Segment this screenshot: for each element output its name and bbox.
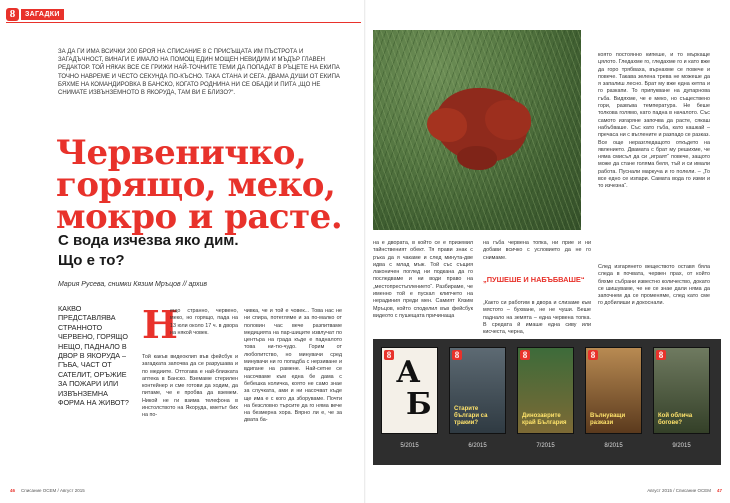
page-number: 46: [10, 488, 16, 493]
issue-cover[interactable]: [517, 347, 574, 434]
cover-teaser: Вълнуващи разкази: [590, 413, 626, 426]
page-number: 47: [716, 488, 722, 493]
cover-issue-label: 9/2015: [672, 443, 691, 449]
cover-issue-label: 5/2015: [400, 443, 419, 449]
body-column: Той какъв видеоклип във фейсбук и загадката започва да се разрушава и по медиите. Оттогава е най-близката аптека в Банско. Вземаме стерилен контейнер и сме готови да ходим, да питаме, че е пробва да вземем. Никой не ги взима телефона в инстолството на Якоруда, кметът бих на по-: [142, 354, 238, 419]
cover-issue-label: 8/2015: [604, 443, 623, 449]
gutter: [364, 0, 366, 503]
footer-right: [647, 488, 722, 494]
issue-cover[interactable]: [585, 347, 642, 434]
footer-text: Август 2015 / Списание ОСЕМ: [647, 488, 711, 493]
body-column: на е двората, в който се е приземил тайнственият обект. Тя прави знак с ръка да я чакаме и след минута-две идва с млад мъж. Той със същия лаконичен поглед ни подкана да го последваме и ни води право на „местопрестъплението“. Разбираме, че именно той е пускал клипчето на нерадиния преди мен. Самият Кязим Мръцов, който споделил във фейсбук видеото с пушещата причинаща: [373, 240, 473, 319]
cover-logo: 8: [520, 350, 530, 360]
pull-quote: КАКВО ПРЕДСТАВЛЯВА СТРАННОТО ЧЕРВЕНО, ГОРЯЩО НЕЩО, ПАДНАЛО В ДВОР В ЯКОРУДА – ГЪБА, ЧАСТ ОТ САТЕЛИТ, ОРЪЖИЕ ЗА ПОЖАРИ ИЛИ ИЗВЪНЗЕМНА ФОРМА НА ЖИВОТ?: [58, 304, 129, 408]
red-growth: [427, 108, 467, 142]
issue-cover[interactable]: [381, 347, 438, 434]
footer-left: [10, 488, 85, 494]
intro-text: ЗА ДА ГИ ИМА ВСИЧКИ 200 БРОЯ НА СПИСАНИЕ 8 С ПРИСЪЩАТА ИМ ПЪСТРОТА И ЗАГАДЪЧНОСТ, ВИНАГИ Е ИМАЛО НА ПОМОЩ ЕДИН МОЩЕН НЕВИДИМ И МЪДЪР ГЛАВЕН РЕДАКТОР. ТОЙ НЯКАК ВСЕ СЕ ГРИЖИ НАЙ-ТОЧНИТЕ ТЕМИ ДА ПОПАДАТ В РЪЦЕТЕ НА ЕКИПА ТОЧНО НАВРЕМЕ И ЧЕСТО СЕКУНДА ПО-КЪСНО. ТАКА СТАНА И СЕГА. ДВАМА ДУШИ ОТ ЕКИПА БЯХМЕ НА КОМАНДИРОВКА В БАНСКО, КОГАТО РОДНИНА НИ СЕ ОБАДИ И ПИТА „ЩО НЕ СНИМАТЕ ИЗВЪНЗЕМНОТО В ЯКОРУДА, ТАМ ВИ Е БЛИЗО?“.: [58, 49, 340, 97]
body-column: „Както си работим в двора и слизаме към мястото – бухване, не не чуши. Беше паднало на земята – една червена топка. В средата й имаше една сиву или кисчеста, черна,: [483, 300, 591, 336]
cover-logo: 8: [588, 350, 598, 360]
cover-letter: Б: [406, 387, 432, 422]
article-title: [56, 133, 356, 237]
issue-cover[interactable]: [653, 347, 710, 434]
subtitle-line: С вода изчезва яко дим.: [58, 232, 239, 249]
body-column: на гъба червена топка, ни прие и ни добави всичко с условието да не го снимаме.: [483, 240, 591, 261]
title-line: мокро и расте.: [56, 197, 343, 237]
title-line: горящо, меко,: [56, 165, 336, 205]
article-subtitle: [58, 231, 348, 271]
red-growth: [457, 146, 497, 170]
section-label: ЗАГАДКИ: [21, 9, 64, 20]
red-growth: [485, 100, 531, 140]
title-line: Червеничко,: [56, 133, 307, 173]
body-column: която постоянно кипеше, и то мъркаще цялото. Гледахме го, гледахме го и като вже да горо трябваха, върнахме се повече и повече. Такава зелена трева не можеше да я запалиш лесно. Брат му вже една кетпа и го разкапи. То припукване на дупарнова гъба. Видяхме, че е меко, но съществено гори, развъва температура. Не беше толкова голямо, като падна в началото. Със самото изгаряне започва да расте, сякаш набъбваше. Със като гъба, като кашкай – пречаса ни с въглените и разпадо се разказ. Все още неразгледащото откъдето на явлението. Двамата с брат му решихме, че няма смисъл да си „играят“ повече, защото може да стане голяма беля, тъй и си имали работа. Пуснали маркуча и го полели. – „То все едно се изпари. Самата вода го изми и то изчезна“.: [598, 52, 710, 190]
cover-issue-label: 7/2015: [536, 443, 555, 449]
body-column: След изгарянето веществото оставя бяла следа в почвата, червен прах, от който бяхме събрани известно количество, докато се шишуваме, че не се знае дали няма да започнем да се променяме, след като сме го добилиши и докоснали.: [598, 264, 710, 307]
back-issues-strip: [373, 339, 721, 465]
subtitle-line: Що е то?: [58, 252, 125, 269]
cover-teaser: Динозаврите край България: [522, 413, 567, 426]
cover-teaser: Старите българи са тракии?: [454, 406, 488, 426]
cover-teaser: Кой облича богове?: [658, 413, 693, 426]
body-column: чивка, че и той е човек... Това нас не ни спира, потегляме и за по-малко от половин час вече разпитваме медицията на пар-шиците извлучат по центъра на града къде е падналото това ни-тю-чудо. Горим от любопитство, но минувачи сред минувачи ни го попадба с нерзиване и вдигане на рамене. Най-сетне се насочваме към една бе дама с бебешка количка, която не само знае за случката, ами и ни насочват къде ще има е с кого да зборуваме. Почти на безсловно търсите да го няма вече на безмерна хора. Вярно ли е, че за двата ба-: [244, 308, 342, 424]
red-substance-photo: [373, 30, 581, 230]
drop-cap: Н: [142, 302, 178, 347]
footer-text: Списание ОСЕМ / Август 2015: [21, 488, 85, 493]
cover-logo: 8: [656, 350, 666, 360]
subheading: „ПУШЕШЕ И НАБЪБВАШЕ“: [483, 275, 585, 284]
body-column: ещо странно, червено, меко, но горящо, пада на 13 юли около 17 ч. в двора на някой човек.: [170, 308, 238, 336]
section-rule: [6, 22, 361, 23]
magazine-logo: 8: [6, 8, 19, 21]
cover-logo: 8: [452, 350, 462, 360]
cover-issue-label: 6/2015: [468, 443, 487, 449]
issue-cover[interactable]: [449, 347, 506, 434]
cover-logo: 8: [384, 350, 394, 360]
byline: Мария Русева, снимки Кязим Мръцов // архив: [58, 281, 208, 288]
cover-letter: А: [396, 355, 421, 390]
